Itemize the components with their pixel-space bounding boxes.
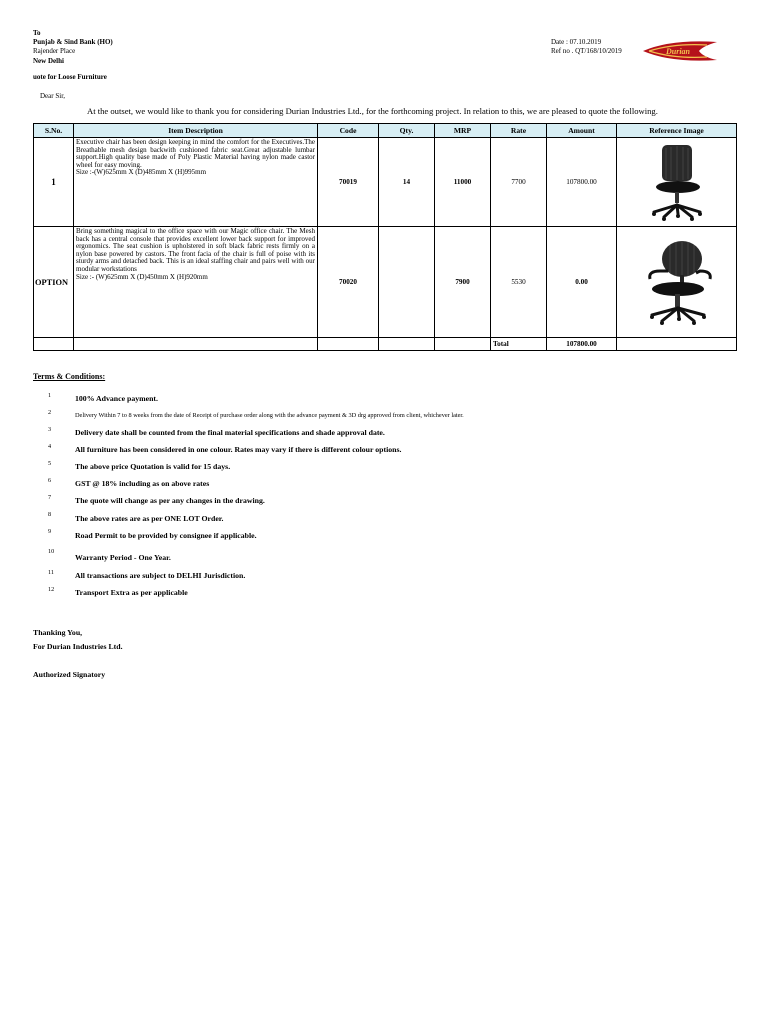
- quote-table: [33, 123, 737, 351]
- row-qty: 14: [379, 138, 435, 227]
- row-amount: 0.00: [547, 227, 617, 338]
- row-mrp: 7900: [435, 227, 491, 338]
- row-amount: 107800.00: [547, 138, 617, 227]
- logo-text: Durian: [665, 47, 691, 56]
- total-row: [34, 338, 737, 351]
- col-header-image: Reference Image: [617, 124, 737, 138]
- term-text: The above price Quotation is valid for 15 days.: [75, 462, 231, 471]
- row-rate: 5530: [491, 227, 547, 338]
- mesh-staff-chair-image: [638, 237, 716, 327]
- term-text: The above rates are as per ONE LOT Order.: [75, 514, 224, 523]
- term-text: Transport Extra as per applicable: [75, 588, 188, 597]
- row-mrp: 11000: [435, 138, 491, 227]
- row-qty: [379, 227, 435, 338]
- row-description: [74, 138, 318, 227]
- col-header-amount: Amount: [547, 124, 617, 138]
- term-number: 8: [48, 511, 52, 518]
- recipient-city: New Delhi: [33, 57, 64, 65]
- term-number: 7: [48, 494, 52, 501]
- recipient-area: Rajender Place: [33, 47, 76, 55]
- salutation: Dear Sir,: [40, 92, 65, 100]
- table-header-row: [34, 124, 737, 138]
- term-text: All furniture has been considered in one colour. Rates may vary if there is different colour options.: [75, 445, 402, 454]
- term-text: Delivery Within 7 to 8 weeks from the date of Receipt of purchase order along with the advance payment & 3D drg approved from client, whichever later.: [75, 412, 464, 419]
- term-text: The quote will change as per any changes in the drawing.: [75, 496, 265, 505]
- term-text: GST @ 18% including as on above rates: [75, 479, 210, 488]
- term-number: 3: [48, 426, 52, 433]
- table-row: [34, 227, 737, 338]
- term-number: 10: [48, 548, 55, 555]
- col-header-description: Item Description: [74, 124, 318, 138]
- term-number: 12: [48, 586, 55, 593]
- authorized-signatory: Authorized Signatory: [33, 670, 106, 679]
- term-number: 2: [48, 409, 52, 416]
- mesh-office-chair-image: [642, 142, 712, 222]
- row-description: [74, 227, 318, 338]
- term-text: All transactions are subject to DELHI Jurisdiction.: [75, 571, 246, 580]
- term-text: Delivery date shall be counted from the final material specifications and shade approval date.: [75, 428, 385, 437]
- term-number: 1: [48, 392, 52, 399]
- row-sno: 1: [34, 138, 74, 227]
- term-number: 6: [48, 477, 52, 484]
- row-code: 70019: [318, 138, 379, 227]
- intro-paragraph: At the outset, we would like to thank you for considering Durian Industries Ltd., for the forthcoming project. In relation to this, we are pleased to quote the following.: [87, 106, 658, 116]
- term-number: 4: [48, 443, 52, 450]
- row-rate: 7700: [491, 138, 547, 227]
- quote-ref: Ref no . QT/168/10/2019: [551, 47, 622, 55]
- total-amount: 107800.00: [547, 338, 617, 351]
- term-number: 9: [48, 528, 52, 535]
- row-desc-text: Executive chair has been design keeping in mind the comfort for the Executives.The Breathable mesh design backwith cushioned fabric seat.Great adjustable lumbar support.High quality base made of Poly Plastic Material having nylon made castor wheel for easy moving.: [76, 138, 315, 169]
- row-image: [617, 138, 737, 227]
- row-code: 70020: [318, 227, 379, 338]
- row-image: [617, 227, 737, 338]
- closing-company: For Durian Industries Ltd.: [33, 642, 123, 651]
- row-size-text: Size :-(W)625mm X (D)485mm X (H)995mm: [76, 168, 207, 177]
- row-sno: OPTION: [34, 227, 74, 338]
- recipient-name: Punjab & Sind Bank (HO): [33, 38, 113, 46]
- row-size-text: Size :- (W)625mm X (D)450mm X (H)920mm: [76, 272, 208, 281]
- col-header-rate: Rate: [491, 124, 547, 138]
- term-number: 11: [48, 569, 54, 576]
- col-header-sno: S.No.: [34, 124, 74, 138]
- term-text: 100% Advance payment.: [75, 394, 158, 403]
- durian-logo: [641, 38, 719, 64]
- table-row: [34, 138, 737, 227]
- closing-thanks: Thanking You,: [33, 628, 83, 637]
- col-header-qty: Qty.: [379, 124, 435, 138]
- to-label: To: [33, 29, 41, 37]
- term-text: Warranty Period - One Year.: [75, 553, 171, 562]
- col-header-mrp: MRP: [435, 124, 491, 138]
- term-text: Road Permit to be provided by consignee if applicable.: [75, 531, 257, 540]
- subject-line: uote for Loose Furniture: [33, 73, 107, 81]
- total-label: Total: [491, 338, 547, 351]
- term-number: 5: [48, 460, 52, 467]
- terms-heading: Terms & Conditions:: [33, 372, 106, 381]
- col-header-code: Code: [318, 124, 379, 138]
- quote-date: Date : 07.10.2019: [551, 38, 602, 46]
- row-desc-text: Bring something magical to the office space with our Magic office chair. The Mesh back has a central console that provides excellent lower back support for improved ergonomics. The seat cushion is upholstered in soft black fabric rests firmly on a nylon base powered by castors. The front facia of the chair is full of poise with its sturdy arms and detached back. This is an ideal staffing chair and pairs well with our modular workstations: [76, 227, 315, 273]
